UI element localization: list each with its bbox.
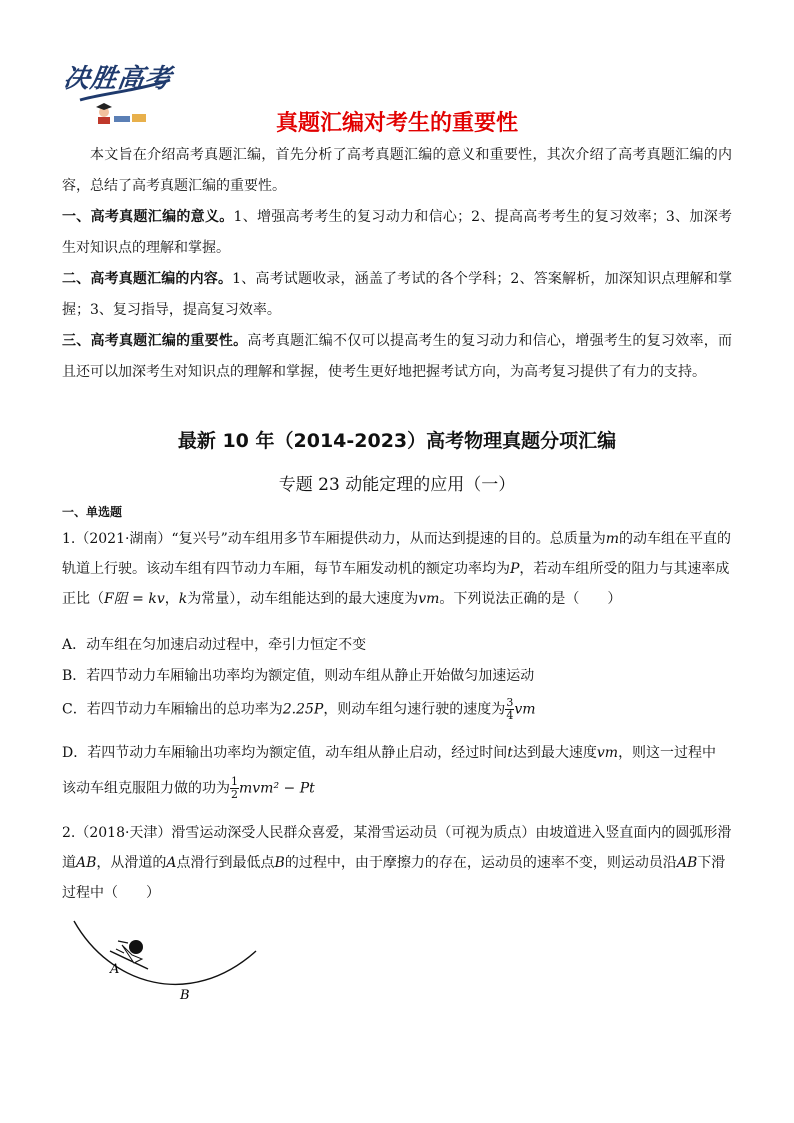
q1-d-text-2: 达到最大速度	[512, 745, 597, 761]
section-heading: 一、单选题	[62, 505, 123, 519]
q1-option-b[interactable]: B．若四节动力车厢输出功率均为额定值，则动车组从静止开始做匀加速运动	[62, 668, 535, 684]
q1-d-denominator: 2	[231, 788, 238, 801]
q2-text-4: 的过程中，由于摩擦力的存在，运动员的速率不变，则运动员沿	[284, 855, 677, 871]
point-importance	[62, 326, 732, 388]
q1-text-2: 的动车组在平直的轨道上行驶。该动车组有四节动力车厢，每节车厢发动机的额定功率均为	[62, 531, 732, 577]
q1-c-velocity: vm	[514, 701, 536, 718]
label-b: B	[180, 988, 190, 1003]
q2-point-a: A	[166, 855, 177, 871]
ski-slope-figure	[70, 915, 270, 1010]
logo-text: 决胜高考	[61, 64, 174, 94]
document-title: 真题汇编对考生的重要性	[275, 111, 518, 136]
q1-d-velocity: vm	[596, 745, 619, 761]
q1-option-a[interactable]: A．动车组在匀加速启动过程中，牵引力恒定不变	[62, 637, 367, 653]
point-meaning-body: 1、增强高考考生的复习动力和信心；2、提高高考考生的复习效率；3、加深考生对知识点的理解和掌握。	[62, 209, 732, 256]
q1-d-fraction	[230, 776, 239, 801]
q1-option-d[interactable]	[62, 742, 734, 762]
q2-point-b: B	[274, 855, 285, 871]
point-meaning	[62, 202, 732, 264]
q2-text-3: 点滑行到最低点	[176, 855, 275, 871]
q1-mass-symbol: m	[605, 531, 620, 547]
q1-text-5: 为常量），动车组能达到的最大速度为	[187, 591, 419, 607]
q1-d-numerator: 1	[231, 775, 238, 788]
q1-c-fraction	[505, 697, 514, 722]
point-meaning-head: 一、高考真题汇编的意义。	[62, 209, 234, 225]
collection-title: 最新 10 年（2014-2023）高考物理真题分项汇编	[177, 430, 617, 452]
question-1-stem	[62, 524, 734, 614]
intro-paragraph: 本文旨在介绍高考真题汇编，首先分析了高考真题汇编的意义和重要性，其次介绍了高考真题汇编的内容，总结了高考真题汇编的重要性。	[62, 147, 732, 194]
q1-option-c[interactable]	[62, 697, 734, 722]
q2-text-2: ，从滑道的	[96, 855, 167, 871]
topic-title: 专题 23 动能定理的应用（一）	[278, 475, 516, 495]
q1-text-6: 。下列说法正确的是（ ）	[439, 591, 622, 607]
q1-vmax-symbol: vm	[418, 591, 440, 607]
q1-c-text-2: ，则动车组匀速行驶的速度为	[323, 701, 506, 718]
arc-track	[74, 921, 256, 984]
point-importance-head: 三、高考真题汇编的重要性。	[62, 333, 248, 349]
q1-text-3: ，若动车组所受的阻力与其速率成正比（	[62, 561, 730, 607]
q1-d-text-4: 该动车组克服阻力做的功为	[62, 780, 230, 797]
q1-d-work-expression: mvm² − Pt	[239, 780, 315, 797]
q1-d-text-1: D．若四节动力车厢输出功率均为额定值，动车组从静止启动，经过时间	[62, 745, 508, 761]
q1-drag-formula: F阻 = kv	[104, 591, 165, 607]
q1-c-text-1: C．若四节动力车厢输出的总功率为	[62, 701, 283, 718]
q1-c-numerator: 3	[506, 696, 514, 709]
q2-text-5: 下滑过程中（ ）	[62, 855, 726, 901]
question-2-stem	[62, 818, 734, 908]
q1-d-text-3: ，则这一过程中	[618, 745, 717, 761]
q2-track-ab-2: AB	[676, 855, 698, 871]
point-content-head: 二、高考真题汇编的内容。	[62, 271, 233, 287]
point-importance-body: 高考真题汇编不仅可以提高考生的复习动力和信心，增强考生的复习效率，而且还可以加深考生对知识点的理解和掌握，使考生更好地把握考试方向，为高考复习提供了有力的支持。	[62, 333, 732, 380]
label-a: A	[110, 962, 120, 977]
q1-d-time: t	[507, 745, 513, 761]
point-content	[62, 264, 732, 326]
q1-text-4: ，	[164, 591, 179, 607]
point-content-body: 1、高考试题收录，涵盖了考试的各个学科；2、答案解析，加深知识点理解和掌握；3、复习指导，提高复习效率。	[62, 271, 733, 318]
q1-text-1: 1.（2021·湖南）“复兴号”动车组用多节车厢提供动力，从而达到提速的目的。总质量为	[62, 531, 606, 547]
q1-k-symbol: k	[178, 591, 188, 607]
q2-track-ab: AB	[76, 855, 97, 871]
q1-option-d-line2	[62, 776, 734, 801]
q2-text-1: 2.（2018·天津）滑雪运动深受人民群众喜爱，某滑雪运动员（可视为质点）由坡道进入竖直面内的圆弧形滑道	[62, 825, 732, 871]
q1-c-denominator: 4	[506, 709, 514, 722]
q1-power-symbol: P	[510, 561, 520, 577]
q1-c-power: 2.25P	[282, 701, 324, 718]
